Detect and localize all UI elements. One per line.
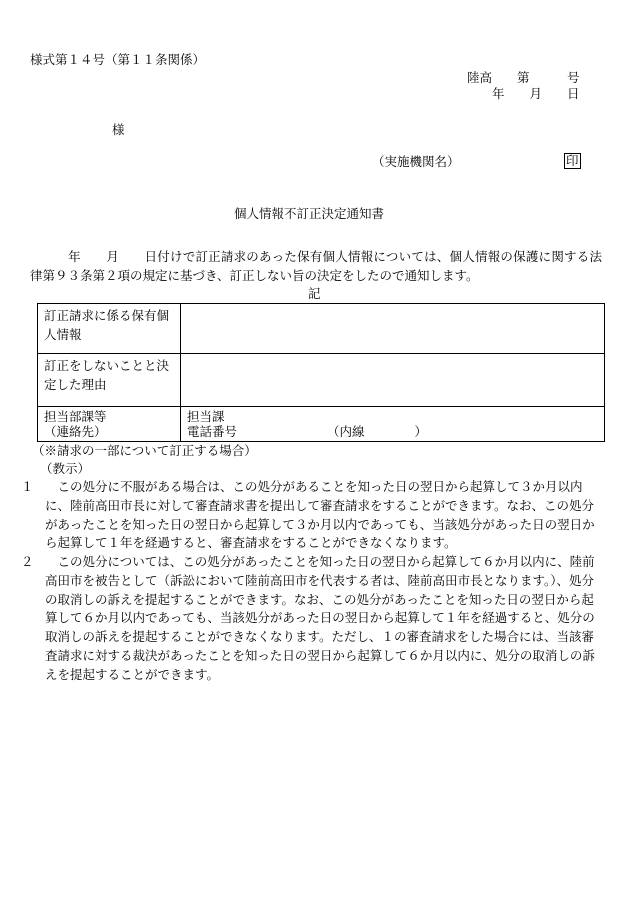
issue-date: 年 月 日 [492, 86, 580, 101]
instruction-number: １ [21, 479, 34, 494]
partial-request-note: （※請求の一部について訂正する場合） [32, 443, 257, 458]
document-title: 個人情報不訂正決定通知書 [234, 206, 385, 221]
row-label-reason: 訂正をしないことと決定した理由 [38, 354, 181, 407]
contact-section: 担当課 [187, 409, 225, 424]
instruction-text: この処分に不服がある場合は、この処分があることを知った日の翌日から起算して３か月以内に、陸前高田市長に対して審査請求書を提出して審査請求をすることができます。なお、この処分があったことを知った日の翌日から起算して３か月以内であっても、当該処分があった日の翌日から起算して１年を経過すると、審査請求をすることができなくなります。 [45, 479, 595, 551]
seal-mark: 印 [566, 153, 579, 168]
instruction-item-1 [21, 478, 602, 553]
row-value-contact [181, 407, 605, 442]
notice-body: 年 月 日付けで訂正請求のあった保有個人情報については、個人情報の保護に関する法律第９３条第２項の規定に基づき、訂正しない旨の決定をしたので通知します。 [30, 249, 602, 283]
table-row [38, 407, 605, 442]
table-row [38, 354, 605, 407]
details-table [37, 303, 605, 442]
issuer-label: （実施機関名） [372, 154, 460, 169]
form-number: 様式第１４号（第１１条関係） [30, 52, 206, 67]
instruction-text: この処分については、この処分があったことを知った日の翌日から起算して６か月以内に、陸前高田市を被告として（訴訟において陸前高田市を代表する者は、陸前高田市長となります。）、処分の取消しの訴えを提起することができます。なお、この処分があったことを知った日の翌日から起算して６か月以内であっても、当該処分があった日の翌日から起算して１年を経過すると、処分の取消しの訴えを提起することができなくなります。ただし、１の審査請求をした場合には、当該審査請求に対する裁決があったことを知った日の翌日から起算して６か月以内に、処分の取消しの訴えを提起することができます。 [45, 554, 595, 682]
contact-paren-label: （連絡先） [44, 424, 107, 439]
document-number: 陸高 第 号 [467, 70, 580, 85]
row-label-contact [38, 407, 181, 442]
instruction-item-2 [21, 553, 602, 685]
ki-label: 記 [308, 286, 321, 301]
instructions-heading: （教示） [40, 461, 91, 476]
extension-label: （内線 ） [327, 424, 428, 439]
contact-phone-line [187, 424, 598, 439]
instruction-number: ２ [21, 554, 34, 569]
contact-dept-label: 担当部課等 [44, 409, 107, 424]
phone-label: 電話番号 [187, 424, 238, 439]
table-row [38, 304, 605, 354]
row-value-requested-info [181, 304, 605, 354]
addressee-suffix: 様 [112, 122, 125, 137]
row-value-reason [181, 354, 605, 407]
row-label-requested-info: 訂正請求に係る保有個人情報 [38, 304, 181, 354]
